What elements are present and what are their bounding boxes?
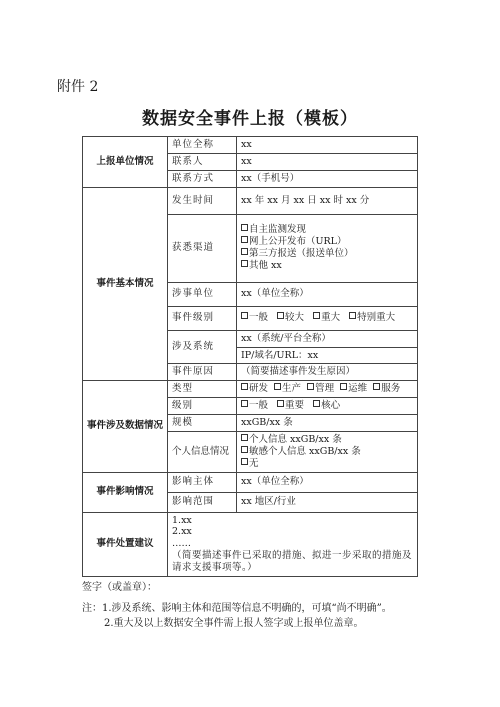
field-label: 规模	[168, 415, 237, 432]
field-value: xx（系统/平台全称）	[237, 330, 418, 347]
option-item: 管理	[307, 383, 334, 394]
table-row	[83, 187, 418, 214]
suggestion-line: ……	[172, 538, 191, 550]
suggestion-line: 1.xx	[172, 514, 192, 526]
field-label: 事件级别	[168, 306, 237, 330]
field-label: 涉及系统	[168, 330, 237, 364]
field-label: 事件原因	[168, 364, 237, 381]
note-2: 2.重大及以上数据安全事件需上报人签字或上报单位盖章。	[104, 618, 364, 629]
field-label: 联系方式	[168, 170, 237, 187]
field-value: xx（单位全称）	[237, 472, 418, 492]
checkbox-icon[interactable]	[241, 383, 248, 390]
checkbox-icon[interactable]	[241, 458, 248, 465]
option-item: 一般	[241, 400, 268, 411]
field-label: 个人信息情况	[168, 431, 237, 472]
type-options	[237, 381, 418, 398]
field-label: 单位全称	[168, 137, 237, 154]
checkbox-icon[interactable]	[241, 434, 248, 441]
checkbox-icon[interactable]	[277, 400, 284, 407]
checkbox-icon[interactable]	[340, 383, 347, 390]
checkbox-icon[interactable]	[274, 383, 281, 390]
grade-options	[237, 398, 418, 415]
section-basic: 事件基本情况	[83, 187, 168, 381]
channel-options	[237, 214, 418, 282]
suggestion-line: （简要描述事件已采取的措施、拟进一步采取的措施及请求支援事项等。）	[172, 550, 413, 573]
checkbox-icon[interactable]	[241, 312, 248, 319]
option-item: 无	[241, 458, 413, 470]
field-label: 级别	[168, 398, 237, 415]
checkbox-icon[interactable]	[349, 312, 356, 319]
checkbox-icon[interactable]	[313, 312, 320, 319]
field-label: 涉事单位	[168, 282, 237, 306]
field-value: xx	[237, 137, 418, 154]
field-value: xx 年 xx 月 xx 日 xx 时 xx 分	[237, 187, 418, 214]
field-value: xx（单位全称）	[237, 282, 418, 306]
section-data: 事件涉及数据情况	[83, 381, 168, 472]
checkbox-icon[interactable]	[241, 224, 248, 231]
field-value: （简要描述事件发生原因）	[237, 364, 418, 381]
option-item: 重要	[277, 400, 304, 411]
report-form-table	[82, 136, 418, 577]
field-label: 获悉渠道	[168, 214, 237, 282]
suggestion-content	[168, 512, 418, 576]
table-row	[83, 512, 418, 576]
option-item: 研发	[241, 383, 268, 394]
note-1: 注：1.涉及系统、影响主体和范围等信息不明确的，可填“尚不明确”。	[82, 603, 392, 614]
field-value: xxGB/xx 条	[237, 415, 418, 432]
option-item: 重大	[313, 312, 340, 323]
personal-options	[237, 431, 418, 472]
signature-line: 签字（或盖章）：	[82, 582, 157, 593]
checkbox-icon[interactable]	[373, 383, 380, 390]
checkbox-icon[interactable]	[241, 236, 248, 243]
option-item: 网上公开发布（URL）	[241, 236, 413, 248]
field-label: 影响主体	[168, 472, 237, 492]
checkbox-icon[interactable]	[307, 383, 314, 390]
field-label: 发生时间	[168, 187, 237, 214]
option-item: 运维	[340, 383, 367, 394]
option-item: 核心	[313, 400, 340, 411]
checkbox-icon[interactable]	[241, 446, 248, 453]
table-row	[83, 381, 418, 398]
suggestion-line: 2.xx	[172, 526, 192, 538]
field-value: xx 地区/行业	[237, 492, 418, 512]
level-options	[237, 306, 418, 330]
field-label: 影响范围	[168, 492, 237, 512]
option-item: 个人信息 xxGB/xx 条	[241, 434, 413, 446]
checkbox-icon[interactable]	[313, 400, 320, 407]
option-item: 特别重大	[349, 312, 395, 323]
option-item: 较大	[277, 312, 304, 323]
table-row	[83, 472, 418, 492]
page-title: 数据安全事件上报（模板）	[142, 109, 358, 129]
checkbox-icon[interactable]	[241, 248, 248, 255]
field-value: IP/域名/URL：xx	[237, 347, 418, 364]
field-value: xx（手机号）	[237, 170, 418, 187]
field-label: 类型	[168, 381, 237, 398]
option-item: 生产	[274, 383, 301, 394]
field-label: 联系人	[168, 153, 237, 170]
option-item: 敏感个人信息 xxGB/xx 条	[241, 446, 413, 458]
checkbox-icon[interactable]	[241, 400, 248, 407]
table-row	[83, 137, 418, 154]
option-item: 自主监测发现	[241, 224, 413, 236]
option-item: 其他 xx	[241, 260, 413, 272]
checkbox-icon[interactable]	[277, 312, 284, 319]
section-report-unit: 上报单位情况	[83, 137, 168, 188]
option-item: 一般	[241, 312, 268, 323]
section-impact: 事件影响情况	[83, 472, 168, 512]
attachment-label: 附件 2	[57, 79, 99, 95]
field-value: xx	[237, 153, 418, 170]
option-item: 第三方报送（报送单位）	[241, 248, 413, 260]
section-suggestion: 事件处置建议	[83, 512, 168, 576]
checkbox-icon[interactable]	[241, 260, 248, 267]
option-item: 服务	[373, 383, 400, 394]
